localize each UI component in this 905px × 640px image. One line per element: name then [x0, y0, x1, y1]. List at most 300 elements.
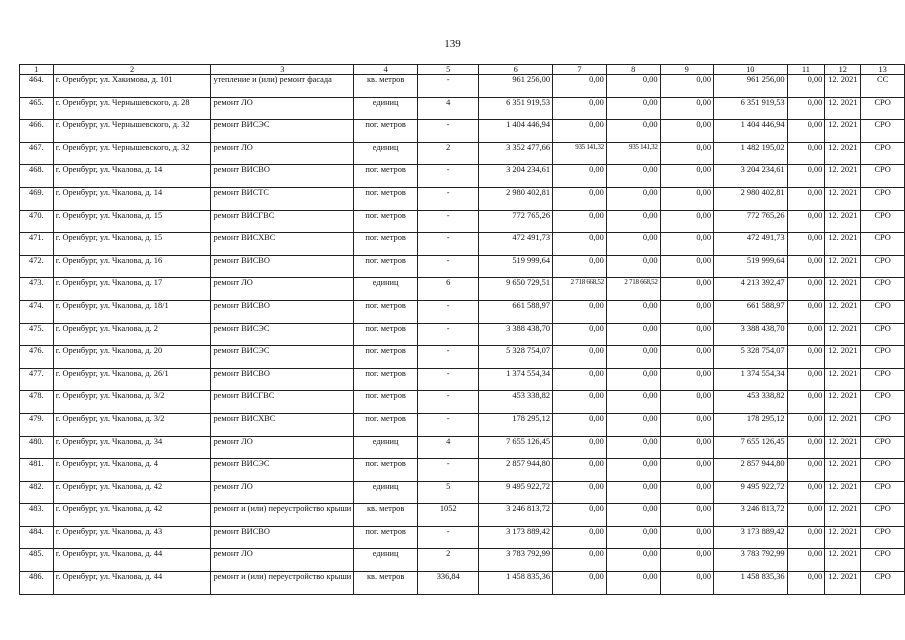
quantity-cell: -	[417, 323, 478, 346]
row-number: 465.	[20, 97, 54, 120]
total-cost-cell: 178 295,12	[479, 413, 553, 436]
unit-cell: кв. метров	[354, 504, 418, 527]
col11-cell: 0,00	[787, 142, 825, 165]
address-cell: г. Оренбург, ул. Чкалова, д. 3/2	[53, 413, 211, 436]
table-row	[20, 142, 905, 165]
quantity-cell: -	[417, 526, 478, 549]
col9-cell: 0,00	[660, 300, 713, 323]
total-cost-cell: 9 650 729,51	[479, 278, 553, 301]
row-number: 464.	[20, 75, 54, 98]
total-cost-cell: 5 328 754,07	[479, 346, 553, 369]
col9-cell: 0,00	[660, 436, 713, 459]
deadline-cell: 12. 2021	[825, 255, 861, 278]
quantity-cell: -	[417, 75, 478, 98]
col8-cell: 0,00	[606, 549, 660, 572]
row-number: 469.	[20, 187, 54, 210]
work-type-cell: ремонт ВИСВО	[211, 255, 354, 278]
quantity-cell: -	[417, 300, 478, 323]
col10-cell: 2 857 944,80	[714, 459, 788, 482]
unit-cell: единиц	[354, 97, 418, 120]
code-cell: СРО	[861, 549, 905, 572]
header-row	[20, 65, 905, 75]
col8-cell: 0,00	[606, 97, 660, 120]
code-cell: СРО	[861, 346, 905, 369]
row-number: 470.	[20, 210, 54, 233]
col11-cell: 0,00	[787, 255, 825, 278]
column-header-8: 8	[606, 65, 660, 75]
address-cell: г. Оренбург, ул. Чкалова, д. 44	[53, 549, 211, 572]
col9-cell: 0,00	[660, 323, 713, 346]
col10-cell: 3 246 813,72	[714, 504, 788, 527]
col8-cell: 0,00	[606, 413, 660, 436]
col10-cell: 453 338,82	[714, 391, 788, 414]
code-cell: СРО	[861, 255, 905, 278]
row-number: 479.	[20, 413, 54, 436]
col9-cell: 0,00	[660, 75, 713, 98]
table-row	[20, 120, 905, 143]
page-number: 139	[444, 38, 461, 50]
work-type-cell: ремонт ЛО	[211, 481, 354, 504]
col11-cell: 0,00	[787, 481, 825, 504]
col7-cell: 0,00	[553, 481, 607, 504]
table-row	[20, 278, 905, 301]
deadline-cell: 12. 2021	[825, 504, 861, 527]
col8-cell: 0,00	[606, 572, 660, 595]
address-cell: г. Оренбург, ул. Чкалова, д. 16	[53, 255, 211, 278]
quantity-cell: 336,84	[417, 572, 478, 595]
work-type-cell: ремонт ВИСЭС	[211, 459, 354, 482]
unit-cell: пог. метров	[354, 233, 418, 256]
deadline-cell: 12. 2021	[825, 481, 861, 504]
quantity-cell: -	[417, 120, 478, 143]
col9-cell: 0,00	[660, 413, 713, 436]
address-cell: г. Оренбург, ул. Чкалова, д. 14	[53, 187, 211, 210]
work-type-cell: ремонт ЛО	[211, 97, 354, 120]
unit-cell: пог. метров	[354, 526, 418, 549]
col8-cell: 0,00	[606, 255, 660, 278]
total-cost-cell: 519 999,64	[479, 255, 553, 278]
code-cell: СРО	[861, 165, 905, 188]
col7-cell: 0,00	[553, 323, 607, 346]
deadline-cell: 12. 2021	[825, 210, 861, 233]
col7-cell: 0,00	[553, 120, 607, 143]
col7-cell: 0,00	[553, 459, 607, 482]
row-number: 476.	[20, 346, 54, 369]
quantity-cell: -	[417, 391, 478, 414]
col8-cell: 0,00	[606, 481, 660, 504]
works-table	[19, 64, 905, 595]
unit-cell: пог. метров	[354, 391, 418, 414]
quantity-cell: -	[417, 233, 478, 256]
col10-cell: 772 765,26	[714, 210, 788, 233]
row-number: 480.	[20, 436, 54, 459]
col7-cell: 0,00	[553, 210, 607, 233]
unit-cell: пог. метров	[354, 210, 418, 233]
column-header-5: 5	[417, 65, 478, 75]
col7-cell: 0,00	[553, 165, 607, 188]
col7-cell: 0,00	[553, 368, 607, 391]
total-cost-cell: 3 783 792,99	[479, 549, 553, 572]
work-type-cell: ремонт ЛО	[211, 142, 354, 165]
work-type-cell: ремонт и (или) переустройство крыши	[211, 572, 354, 595]
row-number: 472.	[20, 255, 54, 278]
deadline-cell: 12. 2021	[825, 572, 861, 595]
table-row	[20, 572, 905, 595]
unit-cell: пог. метров	[354, 187, 418, 210]
col11-cell: 0,00	[787, 436, 825, 459]
row-number: 481.	[20, 459, 54, 482]
work-type-cell: утепление и (или) ремонт фасада	[211, 75, 354, 98]
quantity-cell: -	[417, 413, 478, 436]
total-cost-cell: 6 351 919,53	[479, 97, 553, 120]
row-number: 482.	[20, 481, 54, 504]
deadline-cell: 12. 2021	[825, 278, 861, 301]
column-header-13: 13	[861, 65, 905, 75]
table-body	[20, 75, 905, 595]
quantity-cell: 2	[417, 549, 478, 572]
column-header-9: 9	[660, 65, 713, 75]
work-type-cell: ремонт ЛО	[211, 549, 354, 572]
deadline-cell: 12. 2021	[825, 75, 861, 98]
col11-cell: 0,00	[787, 413, 825, 436]
row-number: 483.	[20, 504, 54, 527]
total-cost-cell: 2 857 944,80	[479, 459, 553, 482]
code-cell: СРО	[861, 391, 905, 414]
col11-cell: 0,00	[787, 165, 825, 188]
table-row	[20, 481, 905, 504]
col9-cell: 0,00	[660, 187, 713, 210]
col7-cell: 0,00	[553, 413, 607, 436]
col10-cell: 2 980 402,81	[714, 187, 788, 210]
address-cell: г. Оренбург, ул. Чкалова, д. 4	[53, 459, 211, 482]
col10-cell: 3 388 438,70	[714, 323, 788, 346]
table-row	[20, 255, 905, 278]
col10-cell: 961 256,00	[714, 75, 788, 98]
address-cell: г. Оренбург, ул. Чкалова, д. 42	[53, 481, 211, 504]
unit-cell: единиц	[354, 549, 418, 572]
col8-cell: 0,00	[606, 459, 660, 482]
total-cost-cell: 3 352 477,66	[479, 142, 553, 165]
work-type-cell: ремонт ВИСХВС	[211, 233, 354, 256]
col7-cell: 0,00	[553, 346, 607, 369]
row-number: 468.	[20, 165, 54, 188]
total-cost-cell: 3 204 234,61	[479, 165, 553, 188]
address-cell: г. Оренбург, ул. Чкалова, д. 17	[53, 278, 211, 301]
unit-cell: единиц	[354, 481, 418, 504]
col11-cell: 0,00	[787, 75, 825, 98]
table-row	[20, 436, 905, 459]
col8-cell: 0,00	[606, 504, 660, 527]
code-cell: СРО	[861, 459, 905, 482]
total-cost-cell: 3 173 889,42	[479, 526, 553, 549]
col10-cell: 9 495 922,72	[714, 481, 788, 504]
unit-cell: пог. метров	[354, 323, 418, 346]
col10-cell: 472 491,73	[714, 233, 788, 256]
deadline-cell: 12. 2021	[825, 187, 861, 210]
col9-cell: 0,00	[660, 210, 713, 233]
code-cell: СРО	[861, 187, 905, 210]
table-row	[20, 526, 905, 549]
column-header-12: 12	[825, 65, 861, 75]
col10-cell: 661 588,97	[714, 300, 788, 323]
total-cost-cell: 7 655 126,45	[479, 436, 553, 459]
col10-cell: 5 328 754,07	[714, 346, 788, 369]
col11-cell: 0,00	[787, 323, 825, 346]
deadline-cell: 12. 2021	[825, 549, 861, 572]
col7-cell: 0,00	[553, 391, 607, 414]
col11-cell: 0,00	[787, 210, 825, 233]
col10-cell: 6 351 919,53	[714, 97, 788, 120]
deadline-cell: 12. 2021	[825, 436, 861, 459]
col7-cell: 0,00	[553, 97, 607, 120]
table-row	[20, 165, 905, 188]
row-number: 466.	[20, 120, 54, 143]
col8-cell: 0,00	[606, 75, 660, 98]
total-cost-cell: 453 338,82	[479, 391, 553, 414]
col10-cell: 1 404 446,94	[714, 120, 788, 143]
deadline-cell: 12. 2021	[825, 142, 861, 165]
code-cell: СРО	[861, 210, 905, 233]
column-header-6: 6	[479, 65, 553, 75]
col8-cell: 0,00	[606, 120, 660, 143]
address-cell: г. Оренбург, ул. Чкалова, д. 42	[53, 504, 211, 527]
deadline-cell: 12. 2021	[825, 300, 861, 323]
row-number: 471.	[20, 233, 54, 256]
col7-cell: 0,00	[553, 255, 607, 278]
total-cost-cell: 9 495 922,72	[479, 481, 553, 504]
column-header-4: 4	[354, 65, 418, 75]
quantity-cell: 4	[417, 97, 478, 120]
table-row	[20, 504, 905, 527]
deadline-cell: 12. 2021	[825, 413, 861, 436]
row-number: 486.	[20, 572, 54, 595]
quantity-cell: 1052	[417, 504, 478, 527]
total-cost-cell: 1 374 554,34	[479, 368, 553, 391]
work-type-cell: ремонт ВИСВО	[211, 165, 354, 188]
col8-cell: 0,00	[606, 187, 660, 210]
address-cell: г. Оренбург, ул. Чкалова, д. 3/2	[53, 391, 211, 414]
quantity-cell: 6	[417, 278, 478, 301]
address-cell: г. Оренбург, ул. Чернышевского, д. 28	[53, 97, 211, 120]
work-type-cell: ремонт ЛО	[211, 278, 354, 301]
table-row	[20, 233, 905, 256]
table-row	[20, 323, 905, 346]
col7-cell: 0,00	[553, 572, 607, 595]
work-type-cell: ремонт ВИСГВС	[211, 210, 354, 233]
col10-cell: 3 204 234,61	[714, 165, 788, 188]
total-cost-cell: 772 765,26	[479, 210, 553, 233]
address-cell: г. Оренбург, ул. Чкалова, д. 26/1	[53, 368, 211, 391]
work-type-cell: ремонт ВИСТС	[211, 187, 354, 210]
quantity-cell: -	[417, 165, 478, 188]
work-type-cell: ремонт и (или) переустройство крыши	[211, 504, 354, 527]
unit-cell: кв. метров	[354, 75, 418, 98]
quantity-cell: -	[417, 210, 478, 233]
address-cell: г. Оренбург, ул. Чкалова, д. 15	[53, 210, 211, 233]
code-cell: СРО	[861, 142, 905, 165]
address-cell: г. Оренбург, ул. Чернышевского, д. 32	[53, 120, 211, 143]
col7-cell: 0,00	[553, 233, 607, 256]
unit-cell: единиц	[354, 278, 418, 301]
work-type-cell: ремонт ВИСЭС	[211, 323, 354, 346]
col8-cell: 0,00	[606, 368, 660, 391]
work-type-cell: ремонт ВИСЭС	[211, 120, 354, 143]
col9-cell: 0,00	[660, 165, 713, 188]
col11-cell: 0,00	[787, 572, 825, 595]
address-cell: г. Оренбург, ул. Чкалова, д. 43	[53, 526, 211, 549]
col7-cell: 0,00	[553, 526, 607, 549]
column-header-7: 7	[553, 65, 607, 75]
col7-cell: 0,00	[553, 75, 607, 98]
col9-cell: 0,00	[660, 526, 713, 549]
col10-cell: 3 783 792,99	[714, 549, 788, 572]
total-cost-cell: 472 491,73	[479, 233, 553, 256]
deadline-cell: 12. 2021	[825, 526, 861, 549]
code-cell: СРО	[861, 572, 905, 595]
col9-cell: 0,00	[660, 233, 713, 256]
col10-cell: 4 213 392,47	[714, 278, 788, 301]
unit-cell: единиц	[354, 436, 418, 459]
col8-cell: 0,00	[606, 346, 660, 369]
code-cell: СРО	[861, 504, 905, 527]
table-row	[20, 459, 905, 482]
col8-cell: 0,00	[606, 526, 660, 549]
quantity-cell: -	[417, 346, 478, 369]
column-header-10: 10	[714, 65, 788, 75]
row-number: 477.	[20, 368, 54, 391]
deadline-cell: 12. 2021	[825, 97, 861, 120]
col9-cell: 0,00	[660, 278, 713, 301]
quantity-cell: 4	[417, 436, 478, 459]
table-row	[20, 413, 905, 436]
row-number: 473.	[20, 278, 54, 301]
work-type-cell: ремонт ВИСВО	[211, 526, 354, 549]
quantity-cell: -	[417, 187, 478, 210]
code-cell: СРО	[861, 368, 905, 391]
address-cell: г. Оренбург, ул. Чкалова, д. 15	[53, 233, 211, 256]
col11-cell: 0,00	[787, 391, 825, 414]
col7-cell: 0,00	[553, 300, 607, 323]
total-cost-cell: 2 980 402,81	[479, 187, 553, 210]
table-row	[20, 391, 905, 414]
col10-cell: 519 999,64	[714, 255, 788, 278]
unit-cell: пог. метров	[354, 368, 418, 391]
col11-cell: 0,00	[787, 504, 825, 527]
col7-cell: 935 141,32	[553, 142, 607, 165]
col9-cell: 0,00	[660, 120, 713, 143]
column-header-1: 1	[20, 65, 54, 75]
work-type-cell: ремонт ВИСВО	[211, 300, 354, 323]
col8-cell: 0,00	[606, 391, 660, 414]
col8-cell: 0,00	[606, 210, 660, 233]
unit-cell: пог. метров	[354, 459, 418, 482]
quantity-cell: -	[417, 255, 478, 278]
col11-cell: 0,00	[787, 459, 825, 482]
deadline-cell: 12. 2021	[825, 120, 861, 143]
col8-cell: 0,00	[606, 165, 660, 188]
col9-cell: 0,00	[660, 459, 713, 482]
col11-cell: 0,00	[787, 549, 825, 572]
code-cell: СРО	[861, 233, 905, 256]
table-row	[20, 187, 905, 210]
unit-cell: пог. метров	[354, 120, 418, 143]
unit-cell: пог. метров	[354, 413, 418, 436]
code-cell: СС	[861, 75, 905, 98]
table-row	[20, 300, 905, 323]
col7-cell: 2 718 668,52	[553, 278, 607, 301]
col9-cell: 0,00	[660, 481, 713, 504]
col11-cell: 0,00	[787, 233, 825, 256]
col8-cell: 935 141,32	[606, 142, 660, 165]
row-number: 478.	[20, 391, 54, 414]
unit-cell: пог. метров	[354, 255, 418, 278]
col10-cell: 1 458 835,36	[714, 572, 788, 595]
deadline-cell: 12. 2021	[825, 165, 861, 188]
column-header-3: 3	[211, 65, 354, 75]
table-row	[20, 346, 905, 369]
col10-cell: 3 173 889,42	[714, 526, 788, 549]
code-cell: СРО	[861, 436, 905, 459]
code-cell: СРО	[861, 120, 905, 143]
table-row	[20, 368, 905, 391]
quantity-cell: 2	[417, 142, 478, 165]
col8-cell: 0,00	[606, 436, 660, 459]
unit-cell: единиц	[354, 142, 418, 165]
col9-cell: 0,00	[660, 368, 713, 391]
col11-cell: 0,00	[787, 187, 825, 210]
work-type-cell: ремонт ВИСГВС	[211, 391, 354, 414]
work-type-cell: ремонт ВИСЭС	[211, 346, 354, 369]
col8-cell: 0,00	[606, 323, 660, 346]
table-row	[20, 210, 905, 233]
total-cost-cell: 661 588,97	[479, 300, 553, 323]
quantity-cell: -	[417, 459, 478, 482]
col10-cell: 1 374 554,34	[714, 368, 788, 391]
code-cell: СРО	[861, 300, 905, 323]
address-cell: г. Оренбург, ул. Хакимова, д. 101	[53, 75, 211, 98]
deadline-cell: 12. 2021	[825, 391, 861, 414]
row-number: 475.	[20, 323, 54, 346]
address-cell: г. Оренбург, ул. Чкалова, д. 2	[53, 323, 211, 346]
col9-cell: 0,00	[660, 549, 713, 572]
unit-cell: пог. метров	[354, 346, 418, 369]
deadline-cell: 12. 2021	[825, 368, 861, 391]
col8-cell: 2 718 668,52	[606, 278, 660, 301]
col8-cell: 0,00	[606, 233, 660, 256]
col7-cell: 0,00	[553, 549, 607, 572]
code-cell: СРО	[861, 481, 905, 504]
col9-cell: 0,00	[660, 572, 713, 595]
col11-cell: 0,00	[787, 120, 825, 143]
total-cost-cell: 3 388 438,70	[479, 323, 553, 346]
column-header-11: 11	[787, 65, 825, 75]
col11-cell: 0,00	[787, 278, 825, 301]
code-cell: СРО	[861, 323, 905, 346]
col11-cell: 0,00	[787, 526, 825, 549]
col7-cell: 0,00	[553, 187, 607, 210]
total-cost-cell: 961 256,00	[479, 75, 553, 98]
row-number: 484.	[20, 526, 54, 549]
row-number: 467.	[20, 142, 54, 165]
code-cell: СРО	[861, 526, 905, 549]
work-type-cell: ремонт ЛО	[211, 436, 354, 459]
work-type-cell: ремонт ВИСХВС	[211, 413, 354, 436]
col9-cell: 0,00	[660, 391, 713, 414]
row-number: 485.	[20, 549, 54, 572]
address-cell: г. Оренбург, ул. Чкалова, д. 14	[53, 165, 211, 188]
col10-cell: 178 295,12	[714, 413, 788, 436]
unit-cell: кв. метров	[354, 572, 418, 595]
